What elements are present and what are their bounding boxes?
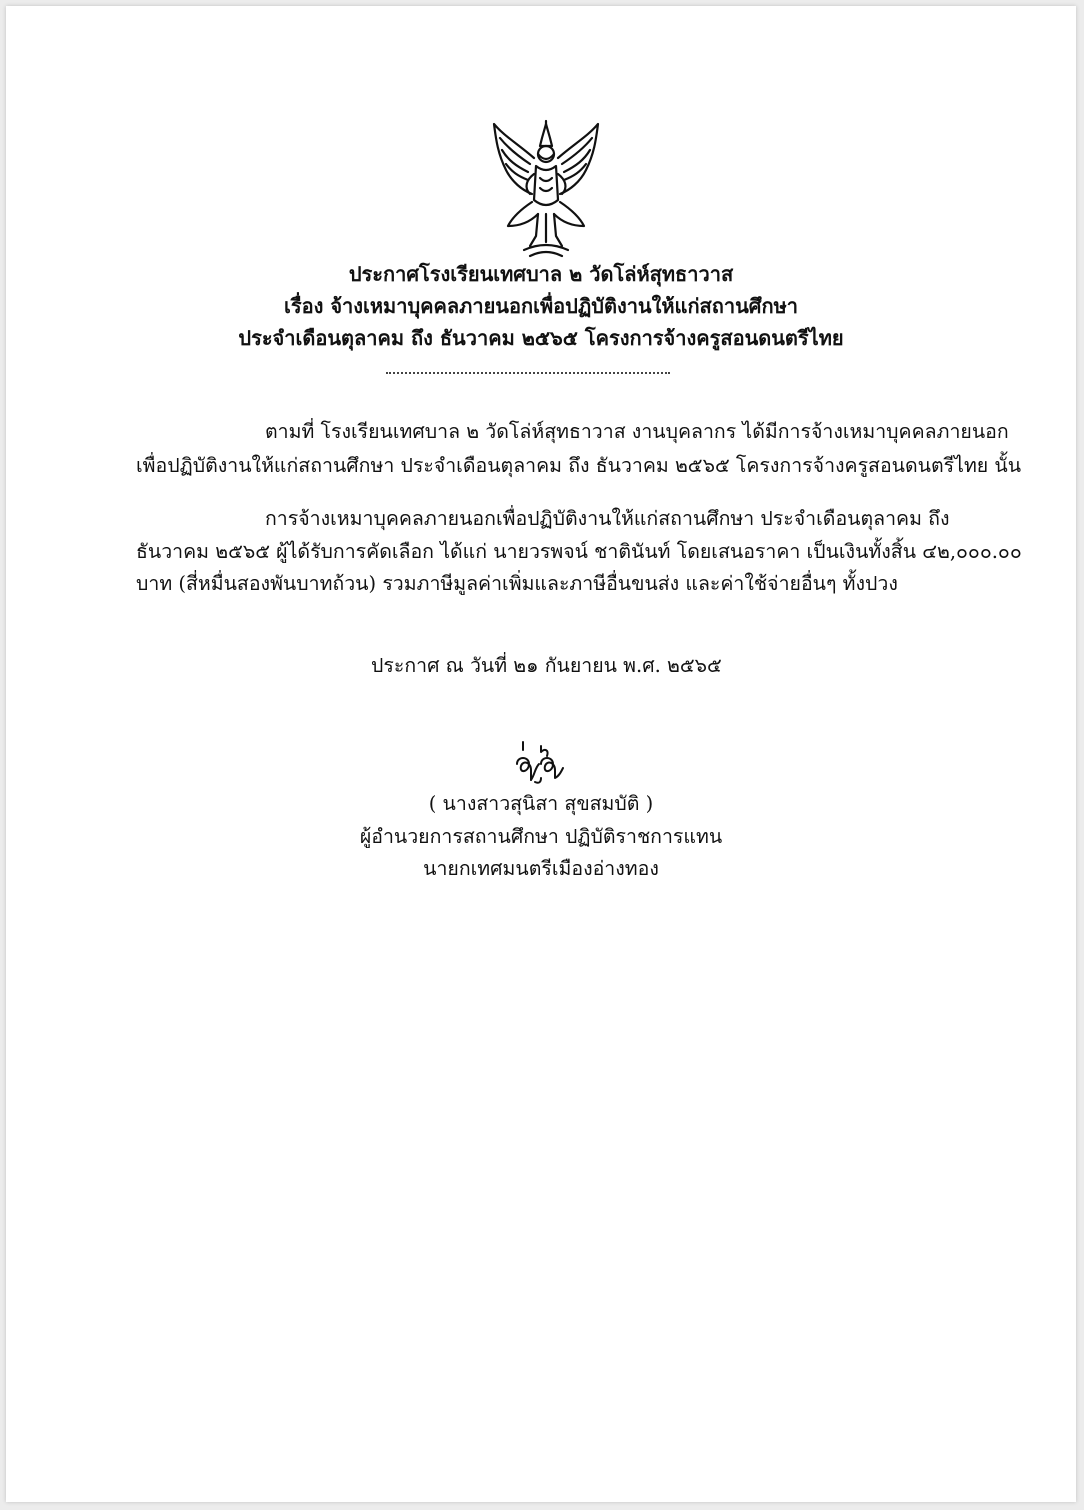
paragraph-1-line-2: เพื่อปฏิบัติงานให้แก่สถานศึกษา ประจำเดือนตุลาคม ถึง ธันวาคม ๒๕๖๕ โครงการจ้างครูสอนดนตรีไทย นั้น [136, 454, 1022, 477]
signatory-authority: นายกเทศมนตรีเมืองอ่างทอง [423, 857, 659, 880]
paragraph-1-line-1: ตามที่ โรงเรียนเทศบาล ๒ วัดโล่ห์สุทธาวาส งานบุคลากร ได้มีการจ้างเหมาบุคคลภายนอก [265, 420, 1009, 443]
paragraph-2-line-1: การจ้างเหมาบุคคลภายนอกเพื่อปฏิบัติงานให้แก่สถานศึกษา ประจำเดือนตุลาคม ถึง [265, 507, 950, 530]
dotted-divider [386, 372, 670, 374]
announcement-subject: เรื่อง จ้างเหมาบุคคลภายนอกเพื่อปฏิบัติงานให้แก่สถานศึกษา [284, 294, 798, 318]
paragraph-2-line-2: ธันวาคม ๒๕๖๕ ผู้ได้รับการคัดเลือก ได้แก่ นายวรพจน์ ชาตินันท์ โดยเสนอราคา เป็นเงินทั้งสิ้น ๔๒,๐๐๐.๐๐ [136, 540, 1022, 563]
signatory-name: ( นางสาวสุนิสา สุขสมบัติ ) [428, 792, 654, 815]
garuda-emblem-icon [484, 118, 608, 262]
paragraph-2-line-3: บาท (สี่หมื่นสองพันบาทถ้วน) รวมภาษีมูลค่าเพิ่มและภาษีอื่นขนส่ง และค่าใช้จ่ายอื่นๆ ทั้งปวง [136, 572, 898, 595]
announcement-period: ประจำเดือนตุลาคม ถึง ธันวาคม ๒๕๖๕ โครงการจ้างครูสอนดนตรีไทย [238, 326, 844, 350]
signatory-position: ผู้อำนวยการสถานศึกษา ปฏิบัติราชการแทน [359, 825, 723, 848]
document-page [6, 6, 1076, 1502]
handwritten-signature [511, 734, 571, 786]
announcement-title: ประกาศโรงเรียนเทศบาล ๒ วัดโล่ห์สุทธาวาส [348, 262, 734, 286]
announcement-date: ประกาศ ณ วันที่ ๒๑ กันยายน พ.ศ. ๒๕๖๕ [371, 654, 722, 677]
